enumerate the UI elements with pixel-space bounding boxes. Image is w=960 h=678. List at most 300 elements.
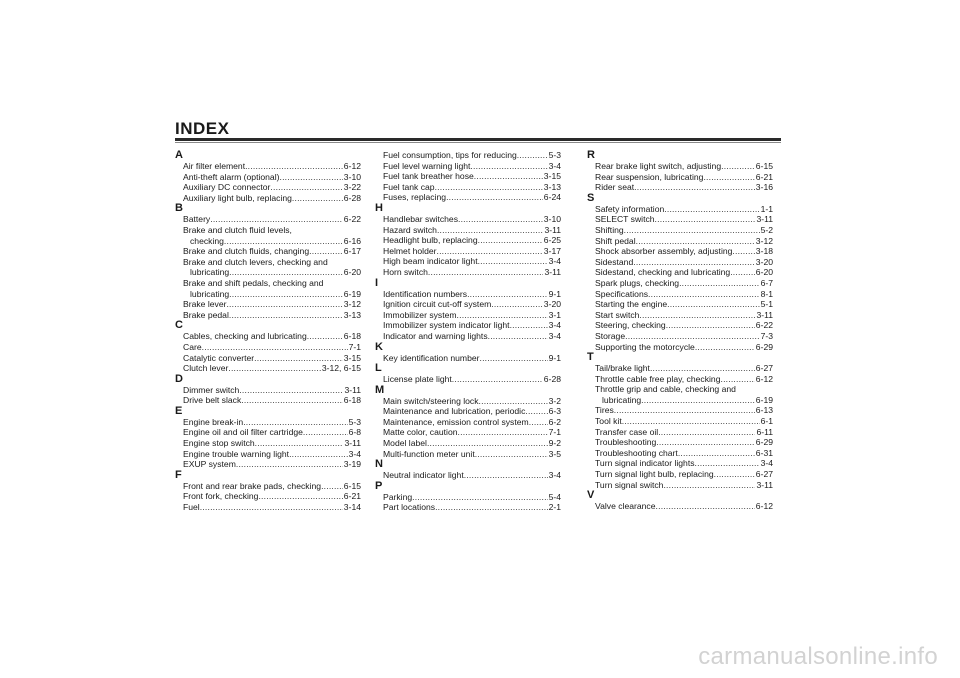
index-entry <box>383 235 561 246</box>
index-entry-text: Rider seat <box>595 182 635 193</box>
index-entry <box>595 342 773 353</box>
index-entry <box>595 374 773 385</box>
index-entry-text: Troubleshooting <box>595 437 657 448</box>
index-entry <box>383 214 561 225</box>
dot-leader <box>656 437 754 448</box>
page-reference: 6-18 <box>343 395 361 406</box>
title-rule <box>175 138 781 141</box>
index-entry <box>595 320 773 331</box>
page-reference: 5-1 <box>760 299 773 310</box>
index-entry <box>595 161 773 172</box>
section-letter: S <box>587 191 595 204</box>
index-entry-text: lubricating <box>190 267 230 278</box>
page-reference: 6-3 <box>548 406 561 417</box>
page-reference: 3-15 <box>343 352 361 363</box>
page-reference: 9-2 <box>548 438 561 449</box>
dot-leader <box>229 289 343 300</box>
index-entry-text: Fuel consumption, tips for reducing <box>383 150 517 160</box>
page-reference: 6-21 <box>343 491 361 502</box>
page-reference: 5-4 <box>548 491 561 502</box>
dot-leader <box>714 469 755 480</box>
dot-leader <box>624 225 760 236</box>
index-entry-text: Engine break-in <box>183 416 244 427</box>
dot-leader <box>491 299 543 310</box>
index-entry-text: Brake and clutch levers, checking and <box>183 256 328 267</box>
index-column-3 <box>587 150 773 512</box>
dot-leader <box>666 320 755 331</box>
page-reference: 2-1 <box>548 502 561 513</box>
dot-leader <box>529 417 548 428</box>
index-section <box>375 385 561 460</box>
dot-leader <box>458 427 548 438</box>
index-entry-text: Steering, checking <box>595 320 666 331</box>
index-entry-text: Maintenance and lubrication, periodic <box>383 406 526 417</box>
index-entry <box>383 396 561 407</box>
index-entry <box>183 502 361 513</box>
index-entry-text: lubricating <box>602 394 642 405</box>
index-section <box>375 278 561 342</box>
index-entry-text: Rear suspension, lubricating <box>595 171 704 182</box>
page-reference: 6-1 <box>760 416 773 427</box>
page-reference: 6-24 <box>543 192 561 203</box>
page-reference: 3-20 <box>755 256 773 267</box>
index-entry <box>595 236 773 247</box>
index-section <box>175 150 361 203</box>
index-entry-text: Turn signal indicator lights <box>595 458 695 469</box>
page-reference: 3-13 <box>343 309 361 320</box>
index-entry-text: Engine stop switch <box>183 438 255 449</box>
dot-leader <box>226 299 342 310</box>
dot-leader <box>622 416 760 427</box>
dot-leader <box>667 299 759 310</box>
dot-leader <box>478 235 543 246</box>
page-reference: 9-1 <box>548 352 561 363</box>
index-entry <box>183 331 361 342</box>
index-entry-text: Shift pedal <box>595 235 636 246</box>
index-entry-text: Front and rear brake pads, checking <box>183 480 322 491</box>
section-letter: K <box>375 340 383 353</box>
page-reference: 9-1 <box>548 288 561 299</box>
section-letter: D <box>175 372 183 385</box>
index-entry-text: License plate light <box>383 374 452 385</box>
page-reference: 3-4 <box>548 470 561 481</box>
page-reference: 6-12 <box>343 161 361 171</box>
dot-leader <box>435 182 543 193</box>
dot-leader <box>446 192 543 203</box>
dot-leader <box>475 449 548 460</box>
page-reference: 3-11 <box>756 479 773 490</box>
page-reference: 3-12 <box>755 235 773 246</box>
index-entry-text: Air filter element <box>183 161 246 171</box>
index-entry <box>595 405 773 416</box>
dot-leader <box>241 395 343 406</box>
page-reference: 6-29 <box>755 341 773 352</box>
dot-leader <box>309 246 343 257</box>
page-reference: 6-21 <box>755 171 773 182</box>
page-reference: 6-15 <box>343 480 361 491</box>
dot-leader <box>255 438 344 449</box>
index-section <box>587 490 773 512</box>
index-entry <box>595 437 773 448</box>
page-reference: 6-31 <box>755 447 773 458</box>
index-entry <box>595 225 773 236</box>
page-reference: 3-16 <box>755 182 773 193</box>
page-reference: 6-12 <box>755 501 773 512</box>
page-reference: 5-3 <box>348 416 361 427</box>
dot-leader <box>641 395 755 406</box>
index-entry-text: Engine trouble warning light <box>183 448 290 459</box>
dot-leader <box>655 214 756 225</box>
index-entry-text: Handlebar switches <box>383 213 458 224</box>
page-reference: 6-8 <box>348 427 361 438</box>
index-entry-text: Shock absorber assembly, adjusting <box>595 246 733 257</box>
index-section <box>375 363 561 385</box>
dot-leader <box>510 320 548 331</box>
index-entry-text: Dimmer switch <box>183 384 240 395</box>
index-entry-text: Parking <box>383 491 413 502</box>
page-reference: 3-12, 6-15 <box>321 363 361 374</box>
index-entry <box>183 299 361 310</box>
index-entry-text: SELECT switch <box>595 214 655 225</box>
index-section <box>587 193 773 352</box>
index-entry <box>383 470 561 481</box>
index-entry-text: Catalytic converter <box>183 352 255 363</box>
index-entry-text: Part locations <box>383 502 436 513</box>
section-letter: F <box>175 468 182 481</box>
index-section <box>375 481 561 513</box>
index-entry-text: Auxiliary DC connector <box>183 182 271 193</box>
page-reference: 3-11 <box>544 266 561 277</box>
dot-leader <box>236 459 343 470</box>
index-section <box>175 374 361 406</box>
index-entry-text: Start switch <box>595 309 640 320</box>
page-reference: 6-12 <box>755 373 773 384</box>
index-entry-text: Throttle grip and cable, checking and <box>595 384 736 395</box>
dot-leader <box>452 374 543 385</box>
section-letter: M <box>375 383 385 396</box>
index-entry <box>595 289 773 300</box>
index-entry <box>190 236 361 247</box>
index-entry <box>183 417 361 428</box>
index-entry-text: Neutral indicator light <box>383 470 464 481</box>
index-entry <box>383 289 561 300</box>
index-entry-text: Safety information <box>595 203 665 214</box>
index-entry-text: Rear brake light switch, adjusting <box>595 161 722 171</box>
section-letter: P <box>375 479 383 492</box>
index-entry <box>183 214 361 225</box>
watermark: carmanualsonline.info <box>698 643 938 670</box>
dot-leader <box>703 172 754 183</box>
index-section <box>175 406 361 470</box>
page-reference: 3-10 <box>543 213 561 224</box>
page-reference: 6-15 <box>755 161 773 171</box>
index-section <box>175 320 361 373</box>
page-reference: 3-15 <box>543 171 561 182</box>
page-reference: 6-22 <box>343 214 361 225</box>
index-entry-text: Horn switch <box>383 266 428 277</box>
page-reference: 7-1 <box>348 341 361 352</box>
index-section <box>375 150 561 203</box>
index-entry-text: Helmet holder <box>383 245 437 256</box>
dot-leader <box>478 256 548 267</box>
index-entry-text: Fuel <box>183 502 200 513</box>
dot-leader <box>480 353 548 364</box>
index-entry-text: Spark plugs, checking <box>595 277 680 288</box>
dot-leader <box>664 204 759 215</box>
index-entry-text: Battery <box>183 214 211 225</box>
index-entry-text: Front fork, checking <box>183 491 259 502</box>
section-letter: A <box>175 149 183 161</box>
dot-leader <box>321 481 343 492</box>
index-entry <box>183 310 361 321</box>
index-entry-text: Brake and clutch fluid levels, <box>183 224 292 235</box>
dot-leader <box>656 501 755 512</box>
index-entry <box>595 363 773 374</box>
index-entry-text: Turn signal light bulb, replacing <box>595 469 714 480</box>
dot-leader <box>457 310 548 321</box>
dot-leader <box>458 214 543 225</box>
index-entry-text: Throttle cable free play, checking <box>595 373 721 384</box>
section-letter: I <box>375 276 379 289</box>
index-entry-text: Main switch/steering lock <box>383 395 479 406</box>
index-entry-text: Brake and shift pedals, checking and <box>183 277 324 288</box>
index-entry <box>383 449 561 460</box>
index-entry <box>595 246 773 257</box>
index-entry <box>383 417 561 428</box>
dot-leader <box>210 214 343 225</box>
index-entry <box>595 214 773 225</box>
dot-leader <box>636 236 755 247</box>
page-reference: 3-12 <box>343 299 361 310</box>
index-entry <box>183 438 361 449</box>
index-entry <box>595 469 773 480</box>
dot-leader <box>412 492 547 503</box>
index-entry-text: Tool kit <box>595 416 622 427</box>
index-entry <box>383 299 561 310</box>
dot-leader <box>224 236 343 247</box>
index-column-2 <box>375 150 561 513</box>
dot-leader <box>292 193 343 204</box>
title-rule-thin <box>175 142 781 143</box>
index-section <box>587 150 773 193</box>
section-letter: L <box>375 362 382 375</box>
page-reference: 6-28 <box>343 192 361 203</box>
index-entry-text: Turn signal switch <box>595 479 664 490</box>
index-entry <box>383 161 561 172</box>
page-reference: 6-20 <box>343 267 361 278</box>
index-entry-text: Cables, checking and lubricating <box>183 331 307 342</box>
index-entry <box>595 331 773 342</box>
dot-leader <box>467 289 548 300</box>
index-entry <box>595 172 773 183</box>
page-reference: 6-16 <box>343 235 361 246</box>
index-entry-text: Auxiliary light bulb, replacing <box>183 192 292 203</box>
index-entry <box>595 310 773 321</box>
index-entry-text: Hazard switch <box>383 224 437 235</box>
index-section <box>375 342 561 364</box>
page-reference: 6-22 <box>755 320 773 331</box>
index-entry-text: Ignition circuit cut-off system <box>383 299 492 310</box>
index-entry <box>595 501 773 512</box>
dot-leader <box>663 480 755 491</box>
page-reference: 3-4 <box>348 448 361 459</box>
dot-leader <box>732 246 754 257</box>
index-entry <box>383 225 561 236</box>
page-reference: 3-19 <box>343 459 361 470</box>
dot-leader <box>437 246 543 257</box>
dot-leader <box>470 161 547 172</box>
page-reference: 3-18 <box>755 246 773 257</box>
index-entry <box>595 278 773 289</box>
page-reference: 6-7 <box>760 277 773 288</box>
page-reference: 6-13 <box>755 405 773 416</box>
index-entry-text: Fuses, replacing <box>383 192 447 203</box>
page-reference: 3-11 <box>544 224 561 235</box>
page-reference: 1-1 <box>760 203 773 214</box>
index-entry-text: Matte color, caution <box>383 427 458 438</box>
index-entry <box>183 427 361 438</box>
page-reference: 3-11 <box>756 309 773 320</box>
section-letter: T <box>587 351 594 364</box>
index-entry <box>183 449 361 460</box>
dot-leader <box>517 150 548 161</box>
dot-leader <box>279 172 342 183</box>
index-entry-text: Fuel tank breather hose <box>383 171 474 182</box>
page-reference: 6-27 <box>755 469 773 480</box>
dot-leader <box>427 438 548 449</box>
dot-leader <box>200 502 343 513</box>
page-reference: 3-4 <box>760 458 773 469</box>
dot-leader <box>633 257 755 268</box>
index-entry-text: Anti-theft alarm (optional) <box>183 171 280 182</box>
dot-leader <box>720 374 754 385</box>
dot-leader <box>428 267 544 278</box>
dot-leader <box>258 491 342 502</box>
index-entry-text: Transfer case oil <box>595 426 659 437</box>
index-entry <box>183 491 361 502</box>
section-letter: V <box>587 489 595 502</box>
index-entry-text: Supporting the motorcycle <box>595 341 695 352</box>
index-entry-text: Tires <box>595 405 614 416</box>
index-entry <box>383 492 561 503</box>
index-entry-text: checking <box>190 235 224 246</box>
index-entry-text: Troubleshooting chart <box>595 447 678 458</box>
index-section <box>375 203 561 278</box>
index-entry <box>383 502 561 513</box>
index-entry-text: lubricating <box>190 288 230 299</box>
index-entry-text: Brake lever <box>183 299 227 310</box>
page-reference: 3-11 <box>344 384 361 395</box>
index-entry <box>595 299 773 310</box>
dot-leader <box>730 267 755 278</box>
dot-leader <box>435 502 548 513</box>
index-entry <box>383 427 561 438</box>
index-entry <box>383 246 561 257</box>
page-reference: 7-3 <box>760 330 773 341</box>
index-entry <box>183 481 361 492</box>
index-entry-text: Fuel tank cap <box>383 181 435 192</box>
index-entry-text: Model label <box>383 438 427 449</box>
dot-leader <box>474 171 543 182</box>
index-entry <box>183 161 361 172</box>
page-reference: 5-2 <box>760 224 773 235</box>
index-entry <box>383 256 561 267</box>
dot-leader <box>648 289 760 300</box>
index-entry <box>183 459 361 470</box>
section-letter: R <box>587 149 595 161</box>
dot-leader <box>437 225 543 236</box>
page-reference: 3-2 <box>548 395 561 406</box>
dot-leader <box>289 449 348 460</box>
page-reference: 6-2 <box>548 416 561 427</box>
page-reference: 5-3 <box>548 150 561 160</box>
dot-leader <box>678 448 755 459</box>
page-reference: 3-13 <box>543 181 561 192</box>
dot-leader <box>614 405 755 416</box>
index-entry <box>595 204 773 215</box>
index-entry-text: Storage <box>595 330 626 341</box>
index-column-1 <box>175 150 361 513</box>
page-reference: 6-25 <box>543 235 561 246</box>
index-entry <box>595 480 773 491</box>
dot-leader <box>229 267 343 278</box>
page-reference: 3-5 <box>548 448 561 459</box>
index-entry-text: Identification numbers <box>383 288 468 299</box>
index-section <box>587 352 773 490</box>
index-entry <box>190 289 361 300</box>
index-entry-text: Brake pedal <box>183 309 229 320</box>
index-entry <box>602 395 773 406</box>
index-entry-text: Headlight bulb, replacing <box>383 235 478 246</box>
page-reference: 3-17 <box>543 245 561 256</box>
index-section <box>375 459 561 481</box>
page-reference: 3-11 <box>344 438 361 449</box>
index-entry-text: Key identification number <box>383 352 480 363</box>
page-reference: 3-14 <box>343 502 361 513</box>
section-letter: B <box>175 202 183 215</box>
dot-leader <box>229 310 343 321</box>
page-reference: 3-4 <box>548 160 561 171</box>
index-entry-text: Multi-function meter unit <box>383 448 475 459</box>
index-entry-text: High beam indicator light <box>383 256 478 267</box>
index-entry-text: Immobilizer system <box>383 309 457 320</box>
dot-leader <box>228 363 320 374</box>
index-entry-text: Indicator and warning lights <box>383 330 488 341</box>
page-reference: 6-18 <box>343 331 361 342</box>
page-reference: 8-1 <box>760 288 773 299</box>
section-letter: E <box>175 404 183 417</box>
page-reference: 6-20 <box>755 267 773 278</box>
index-entry-text: Brake and clutch fluids, changing <box>183 246 310 257</box>
index-entry <box>183 363 361 374</box>
index-entry <box>595 267 773 278</box>
dot-leader <box>625 331 759 342</box>
page-reference: 6-28 <box>543 374 561 385</box>
page-reference: 3-4 <box>548 330 561 341</box>
index-entry <box>383 353 561 364</box>
index-entry-text: Specifications <box>595 288 649 299</box>
page-reference: 3-22 <box>343 182 361 193</box>
index-entry <box>190 267 361 278</box>
page-reference: 6-17 <box>343 246 361 257</box>
index-entry <box>183 395 361 406</box>
index-entry <box>183 182 361 193</box>
index-entry-text: Drive belt slack <box>183 395 242 406</box>
index-entry <box>183 342 361 353</box>
index-section <box>175 470 361 513</box>
index-entry-text: Sidestand <box>595 256 634 267</box>
dot-leader <box>243 417 347 428</box>
